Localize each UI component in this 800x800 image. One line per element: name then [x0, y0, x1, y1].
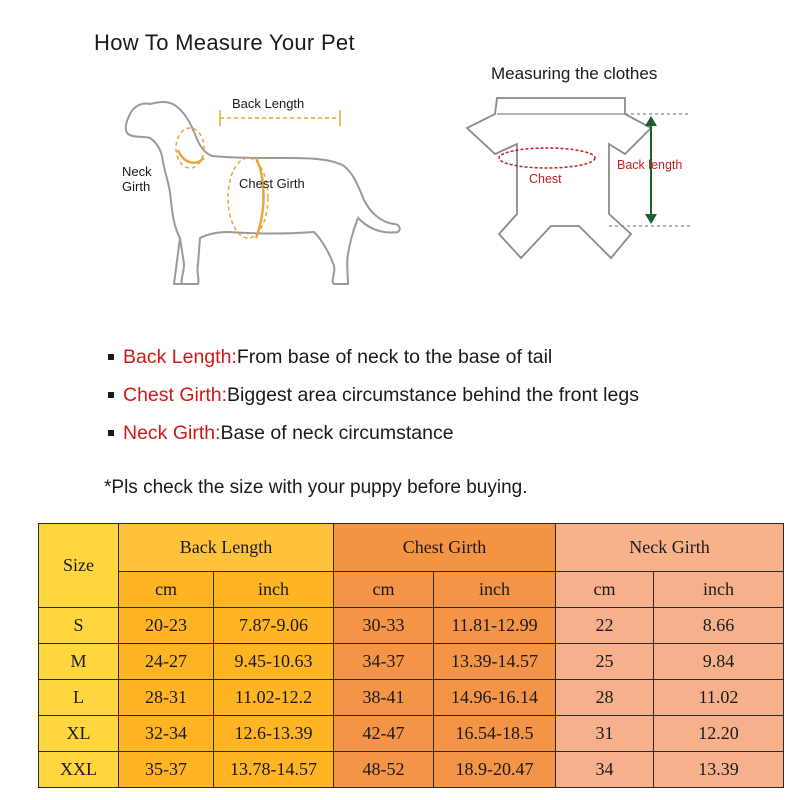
chest-girth-label: Chest Girth	[239, 176, 305, 191]
clothes-chest-label: Chest	[529, 172, 562, 186]
table-cell: 9.45-10.63	[214, 644, 334, 680]
neck-girth-label-line2: Girth	[122, 179, 151, 194]
table-cell: 25	[556, 644, 654, 680]
table-cell: 32-34	[119, 716, 214, 752]
table-cell: 12.20	[654, 716, 784, 752]
unit-header: inch	[654, 572, 784, 608]
definition-text: From base of neck to the base of tail	[236, 345, 553, 368]
unit-header: cm	[334, 572, 434, 608]
definition-neck-girth	[108, 418, 639, 448]
size-cell: L	[39, 680, 119, 716]
back-length-header: Back Length	[119, 524, 334, 572]
garment-icon	[455, 88, 705, 278]
table-row	[39, 716, 784, 752]
table-cell: 8.66	[654, 608, 784, 644]
table-cell: 31	[556, 716, 654, 752]
table-cell: 34-37	[334, 644, 434, 680]
table-row	[39, 752, 784, 788]
dog-diagram	[108, 88, 408, 308]
dog-silhouette-icon	[108, 88, 408, 308]
bullet-icon	[108, 430, 114, 436]
table-cell: 14.96-16.14	[434, 680, 556, 716]
table-cell: 16.54-18.5	[434, 716, 556, 752]
definition-back-length	[108, 342, 639, 372]
clothes-back-length-label: Back length	[617, 158, 683, 172]
size-check-note: *Pls check the size with your puppy before buying.	[104, 477, 528, 498]
table-cell: 35-37	[119, 752, 214, 788]
table-cell: 20-23	[119, 608, 214, 644]
size-cell: XL	[39, 716, 119, 752]
definition-term: Back Length:	[123, 345, 237, 368]
table-cell: 28-31	[119, 680, 214, 716]
unit-header: inch	[214, 572, 334, 608]
table-cell: 34	[556, 752, 654, 788]
neck-girth-header: Neck Girth	[556, 524, 784, 572]
table-cell: 48-52	[334, 752, 434, 788]
definition-chest-girth	[108, 380, 639, 410]
unit-header: cm	[556, 572, 654, 608]
clothes-title: Measuring the clothes	[491, 64, 658, 83]
definition-term: Neck Girth:	[123, 421, 221, 444]
table-cell: 12.6-13.39	[214, 716, 334, 752]
table-header-row	[39, 524, 784, 572]
table-cell: 7.87-9.06	[214, 608, 334, 644]
table-cell: 18.9-20.47	[434, 752, 556, 788]
table-row	[39, 680, 784, 716]
table-cell: 9.84	[654, 644, 784, 680]
table-unit-row	[39, 572, 784, 608]
table-cell: 13.39-14.57	[434, 644, 556, 680]
size-cell: XXL	[39, 752, 119, 788]
table-cell: 11.81-12.99	[434, 608, 556, 644]
table-cell: 38-41	[334, 680, 434, 716]
table-cell: 42-47	[334, 716, 434, 752]
clothes-diagram	[455, 88, 705, 278]
table-row	[39, 644, 784, 680]
table-cell: 30-33	[334, 608, 434, 644]
back-length-label: Back Length	[232, 96, 305, 111]
table-cell: 28	[556, 680, 654, 716]
size-chart-table	[38, 523, 784, 788]
unit-header: inch	[434, 572, 556, 608]
size-header: Size	[39, 524, 119, 608]
size-cell: M	[39, 644, 119, 680]
size-cell: S	[39, 608, 119, 644]
table-cell: 13.78-14.57	[214, 752, 334, 788]
table-cell: 11.02	[654, 680, 784, 716]
table-cell: 11.02-12.2	[214, 680, 334, 716]
bullet-icon	[108, 354, 114, 360]
neck-girth-label	[122, 164, 152, 194]
definition-text: Biggest area circumstance behind the front legs	[227, 383, 639, 406]
chest-girth-header: Chest Girth	[334, 524, 556, 572]
neck-girth-label-line1: Neck	[122, 164, 152, 179]
table-cell: 22	[556, 608, 654, 644]
page-title: How To Measure Your Pet	[94, 30, 355, 55]
unit-header: cm	[119, 572, 214, 608]
table-cell: 24-27	[119, 644, 214, 680]
bullet-icon	[108, 392, 114, 398]
definition-text: Base of neck circumstance	[220, 421, 454, 444]
table-row	[39, 608, 784, 644]
definition-term: Chest Girth:	[123, 383, 228, 406]
table-cell: 13.39	[654, 752, 784, 788]
definition-list	[108, 342, 639, 456]
